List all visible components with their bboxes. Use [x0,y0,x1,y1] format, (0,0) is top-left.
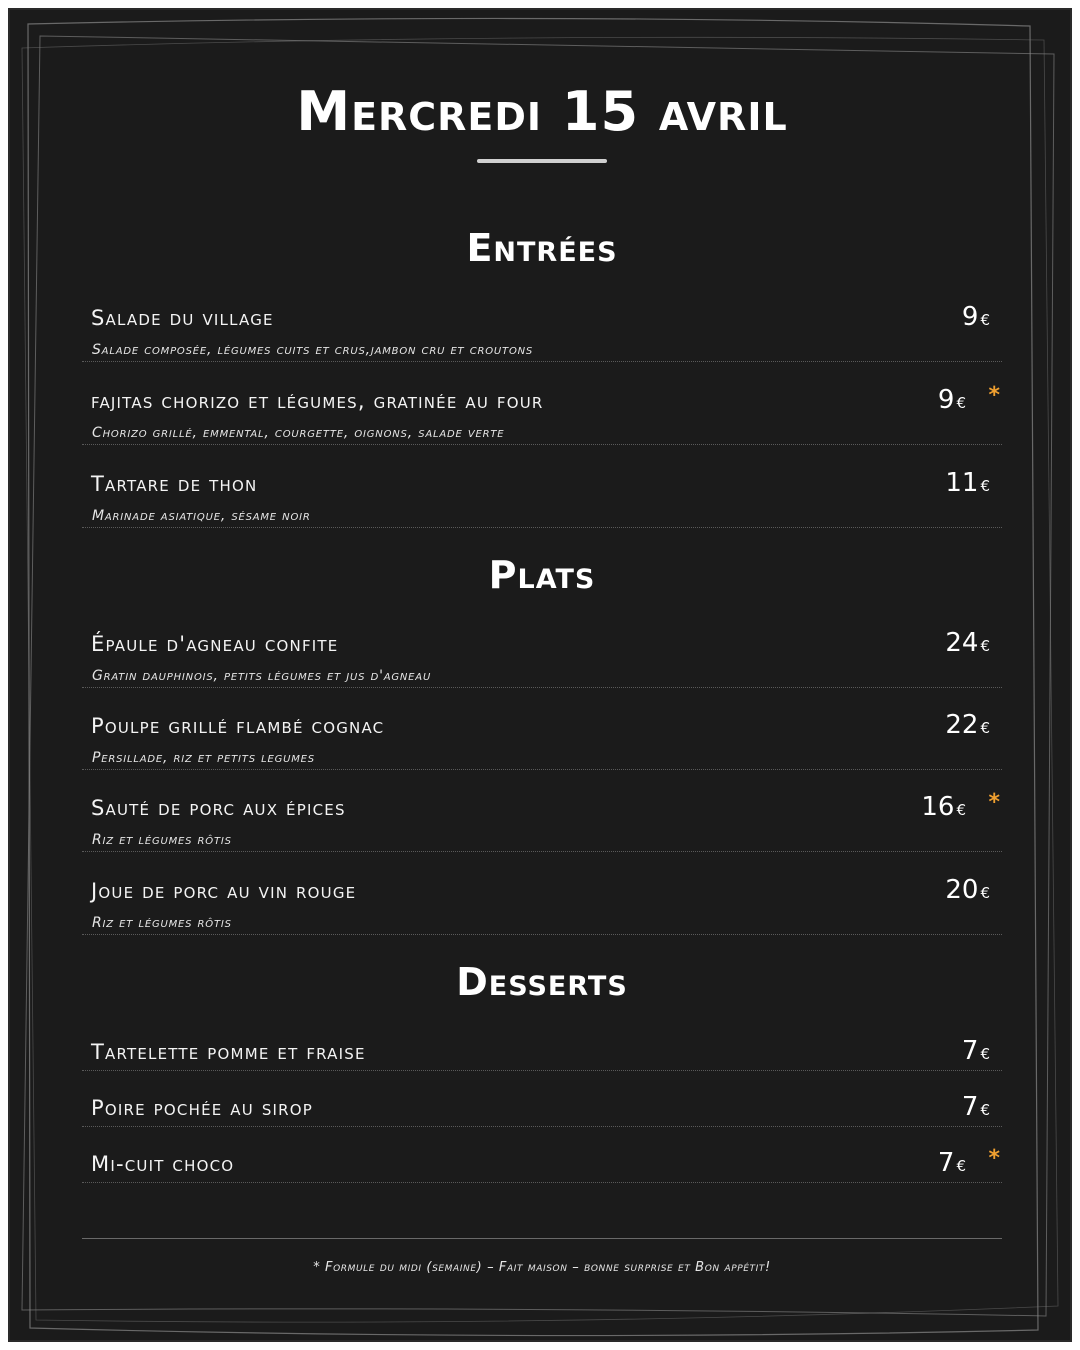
section-title-plats: Plats [488,553,596,597]
menu-item [82,1146,1002,1224]
item-description: Salade composée, légumes cuits et crus,jambon cru et croutons [92,342,534,358]
formule-marker: * [988,790,1000,815]
footer-note: * Formule du midi (semaine) – Fait maison – bonne surprise et Bon appétit! [313,1260,771,1275]
item-price: 7 € [961,1036,990,1066]
item-description: Chorizo grillé, emmental, courgette, oignons, salade verte [92,425,505,441]
menu-item [82,875,1002,951]
item-description: Gratin dauphinois, petits légumes et jus d'agneau [92,668,432,684]
menu-item [82,468,1002,544]
dotted-leader [82,687,1002,688]
dotted-leader [82,1182,1002,1183]
item-price: 9 € [961,302,990,332]
dotted-leader [82,851,1002,852]
dotted-leader [82,1070,1002,1071]
item-description: Persillade, riz et petits legumes [92,750,315,766]
menu-item [82,710,1002,786]
menu-item [82,302,1002,378]
item-name: Tartare de thon [91,472,258,496]
section-title-desserts: Desserts [456,960,628,1004]
item-name: Poire pochée au sirop [91,1096,314,1120]
dotted-leader [82,444,1002,445]
dotted-leader [82,934,1002,935]
item-price: 7 € [961,1092,990,1122]
item-name: Mi-cuit choco [91,1152,235,1176]
menu-date-title: Mercredi 15 avril [296,80,788,143]
item-name: Poulpe grillé flambé cognac [91,714,385,738]
item-description: Marinade asiatique, sésame noir [92,508,311,524]
item-description: Riz et légumes rôtis [92,832,232,848]
item-name: Sauté de porc aux épices [91,796,346,820]
item-price: 24 € [945,628,990,658]
item-name: Tartelette pomme et fraise [91,1040,366,1064]
menu-board [8,8,1072,1342]
formule-marker: * [988,383,1000,408]
dotted-leader [82,769,1002,770]
dotted-leader [82,361,1002,362]
formule-marker: * [988,1146,1000,1171]
footer-divider [82,1238,1002,1239]
section-title-entrees: Entrées [466,226,618,270]
item-name: Épaule d'agneau confite [91,632,339,656]
item-name: Joue de porc au vin rouge [91,879,357,903]
dotted-leader [82,1126,1002,1127]
menu-item [82,383,1002,461]
item-price: 16 € [921,792,966,822]
dotted-leader [82,527,1002,528]
item-price: 11 € [945,468,990,498]
item-price: 9 € [937,385,966,415]
item-name: Salade du village [91,306,274,330]
item-price: 22 € [945,710,990,740]
item-price: 7 € [937,1148,966,1178]
item-price: 20 € [945,875,990,905]
item-name: fajitas chorizo et légumes, gratinée au four [91,389,544,413]
title-underline [477,159,607,163]
item-description: Riz et légumes rôtis [92,915,232,931]
menu-item [82,790,1002,868]
menu-item [82,628,1002,704]
